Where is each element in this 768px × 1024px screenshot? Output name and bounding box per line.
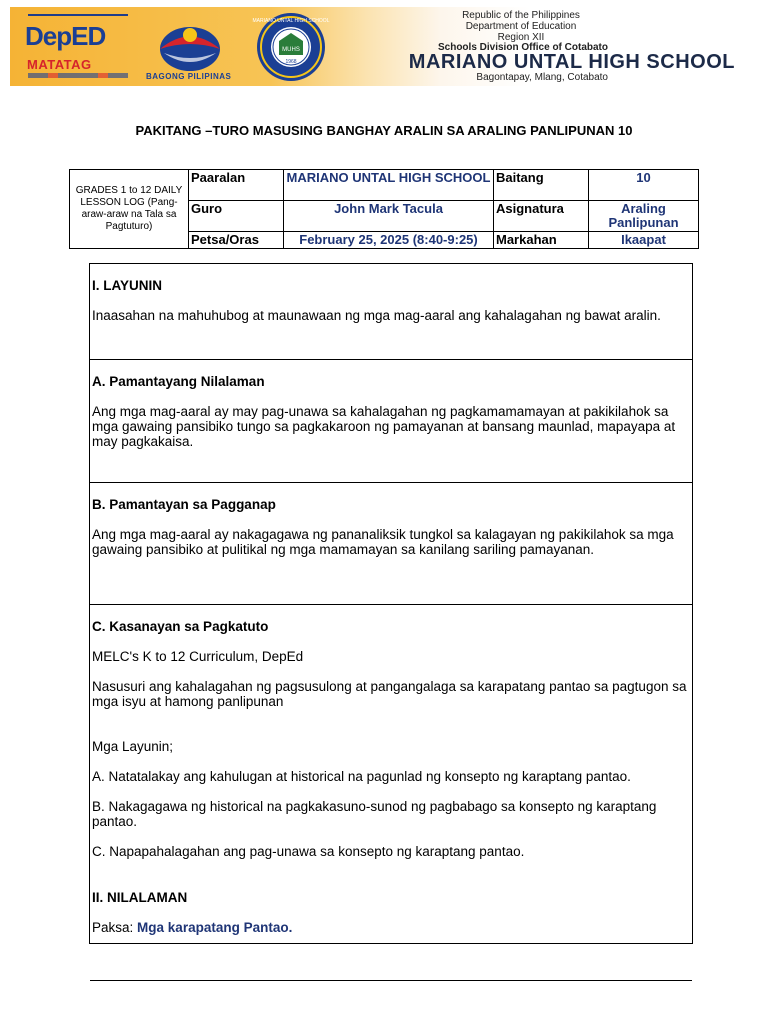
- pamantayan-sa-pagganap-text: Ang mga mag-aaral ay nakagagawa ng pananaliksik tungkol sa kalagayan ng pakikilahok sa mga gawaing pansibiko at pulitikal ng mga mamamayan sa kanilang sariling pamayanan.: [92, 527, 674, 557]
- section-pamantayang-nilalaman: [90, 374, 692, 483]
- section-empty-row: [90, 981, 692, 1001]
- markahan-value: Ikaapat: [589, 232, 699, 249]
- objective-a: A. Natatalakay ang kahulugan at historical na pagunlad ng konsepto ng karaptang pantao.: [92, 769, 631, 784]
- nilalaman-heading: II. NILALAMAN: [92, 890, 188, 905]
- pamantayang-nilalaman-heading: A. Pamantayang Nilalaman: [92, 374, 265, 389]
- petsa-label: Petsa/Oras: [189, 232, 284, 249]
- melc-reference: MELC's K to 12 Curriculum, DepEd: [92, 649, 304, 664]
- seal-ring-text: MARIANO UNTAL HIGH SCHOOL: [252, 18, 330, 24]
- section-kasanayan-sa-pagkatuto: [90, 619, 692, 981]
- school-address: Bagontapay, Mlang, Cotabato: [476, 72, 608, 83]
- header-banner: [10, 7, 753, 86]
- seal-center-text: MUHS: [282, 47, 300, 53]
- school-name: MARIANO UNTAL HIGH SCHOOL: [408, 51, 735, 73]
- region-label: Region XII: [497, 32, 545, 43]
- paksa-label: Paksa:: [92, 920, 134, 935]
- matatag-logo: MATATAG: [27, 57, 92, 72]
- division-label: Schools Division Office of Cotabato: [437, 42, 608, 53]
- baitang-label: Baitang: [494, 170, 589, 201]
- deped-logo: DepED: [25, 21, 106, 51]
- pamantayan-sa-pagganap-heading: B. Pamantayan sa Pagganap: [92, 497, 276, 512]
- republic-label: Republic of the Philippines: [462, 10, 580, 21]
- school-seal-icon: [246, 11, 336, 83]
- grade-log-label: GRADES 1 to 12 DAILY LESSON LOG (Pang-araw-araw na Tala sa Pagtuturo): [70, 170, 189, 249]
- petsa-value: February 25, 2025 (8:40-9:25): [284, 232, 494, 249]
- mga-layunin-label: Mga Layunin;: [92, 739, 174, 754]
- guro-value: John Mark Tacula: [284, 201, 494, 232]
- asignatura-label: Asignatura: [494, 201, 589, 232]
- seal-year-text: 1968: [285, 59, 297, 65]
- paksa-value: Mga karapatang Pantao.: [137, 920, 293, 935]
- objective-c: C. Napapahalagahan ang pag-unawa sa konsepto ng karaptang pantao.: [92, 844, 525, 859]
- paksa-line: [92, 920, 690, 935]
- asignatura-value: Araling Panlipunan: [589, 201, 699, 232]
- objective-b: B. Nakagagawa ng historical na pagkakasuno-sunod ng pagbabago sa konsepto ng karaptang pantao.: [92, 799, 657, 829]
- kasanayan-text: Nasusuri ang kahalagahan ng pagsusulong at pangangalaga sa karapatang pantao sa pagtugon sa mga isyu at hamong panlipunan: [92, 679, 687, 709]
- paaralan-label: Paaralan: [189, 170, 284, 201]
- guro-label: Guro: [189, 201, 284, 232]
- document-title: PAKITANG –TURO MASUSING BANGHAY ARALIN SA ARALING PANLIPUNAN 10: [135, 123, 633, 138]
- bagong-pilipinas-label: BAGONG PILIPINAS: [146, 72, 232, 81]
- department-label: Department of Education: [465, 21, 577, 32]
- section-pamantayan-sa-pagganap: [90, 497, 692, 605]
- pamantayang-nilalaman-text: Ang mga mag-aaral ay may pag-unawa sa kahalagahan ng pagkamamamayan at pakikilahok sa mga gawaing pansibiko tungo sa pagkakaroon ng pamayanan at bansang maunlad, mapayapa at may pagkakaisa.: [92, 404, 676, 449]
- lesson-plan-body: [89, 263, 693, 944]
- layunin-heading: I. LAYUNIN: [92, 278, 163, 293]
- lesson-info-table: [69, 169, 699, 249]
- layunin-text: Inaasahan na mahuhubog at maunawaan ng mga mag-aaral ang kahalagahan ng bawat aralin.: [92, 308, 661, 323]
- baitang-value: 10: [589, 170, 699, 201]
- paaralan-value: MARIANO UNTAL HIGH SCHOOL: [284, 170, 494, 201]
- kasanayan-heading: C. Kasanayan sa Pagkatuto: [92, 619, 269, 634]
- bagong-pilipinas-logo-icon: [150, 19, 230, 77]
- section-layunin: [90, 278, 692, 360]
- banner-top-line: [28, 14, 128, 16]
- markahan-label: Markahan: [494, 232, 589, 249]
- matatag-underline: [28, 73, 128, 78]
